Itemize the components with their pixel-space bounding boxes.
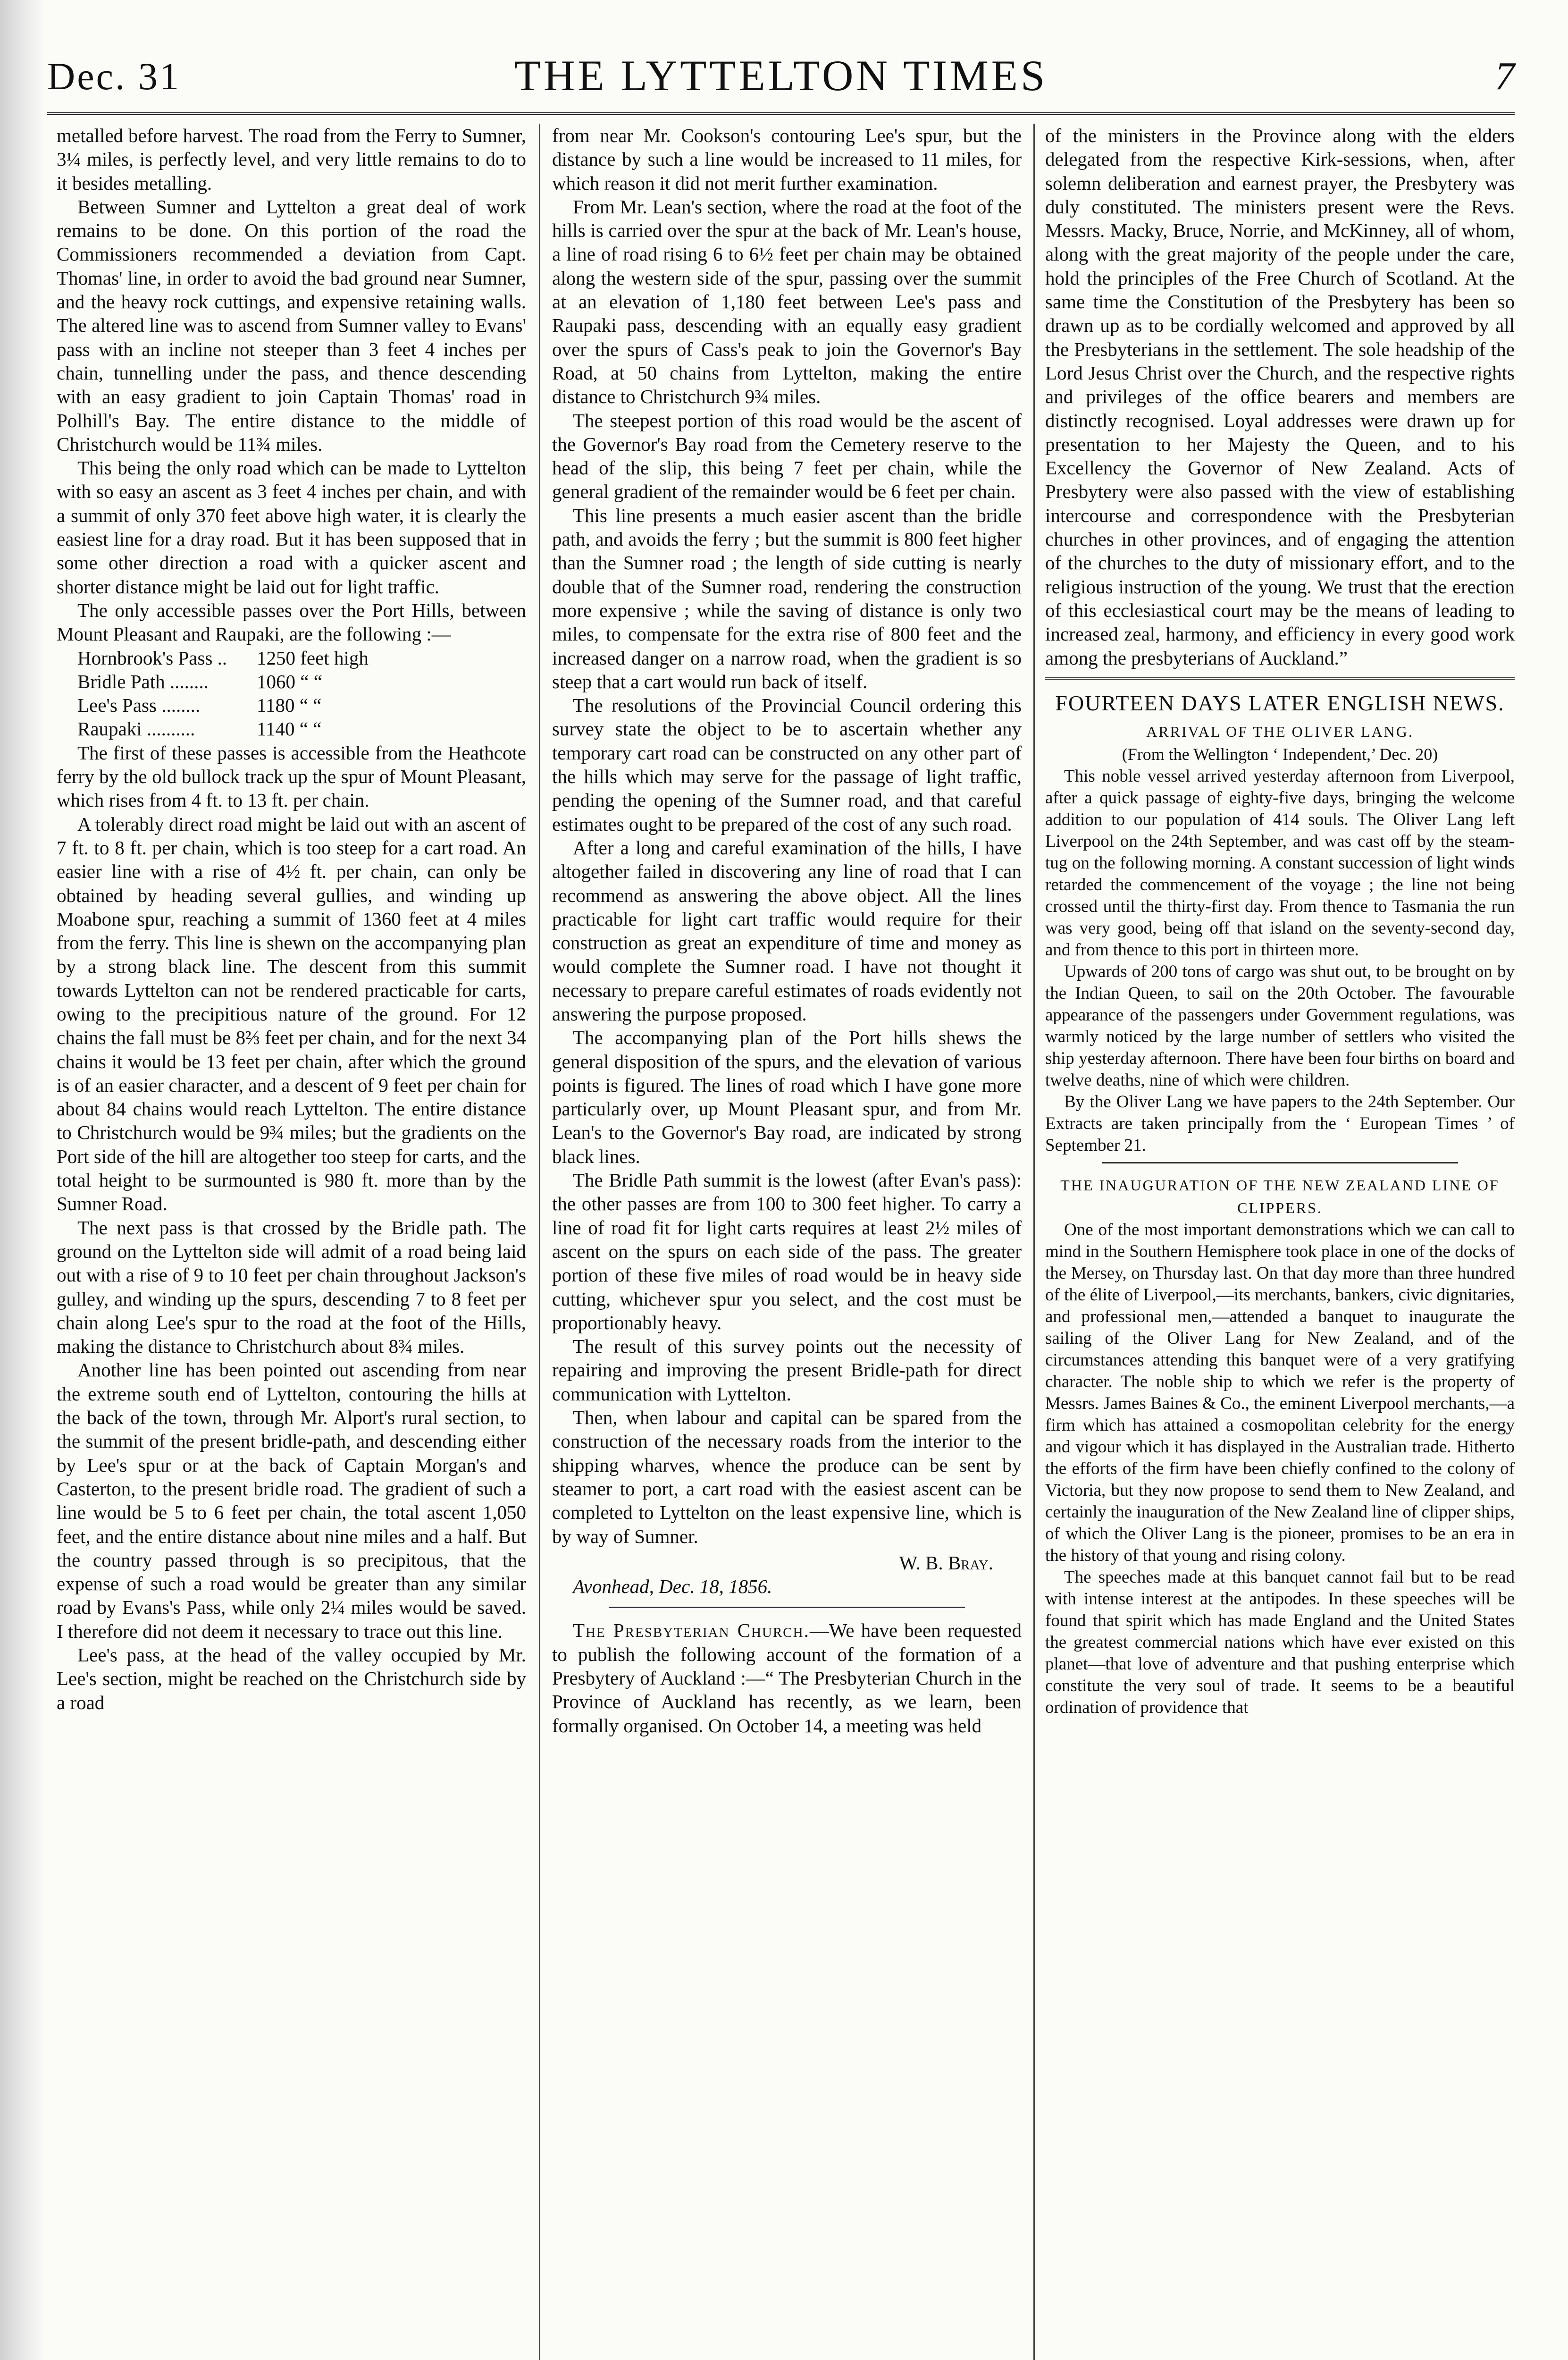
pass-height: 1180 “ “	[257, 694, 322, 716]
paragraph: The result of this survey points out the necessity of repairing and improving the present Bridle-path for direct communication with Lyttelton.	[552, 1335, 1022, 1405]
pass-name: Lee's Pass ........	[77, 694, 201, 716]
pass-height: 1250 feet high	[257, 647, 369, 669]
news-body	[1045, 766, 1515, 1156]
news-source: (From the Wellington ‘ Independent,’ Dec. 20)	[1122, 744, 1438, 764]
paragraph: Between Sumner and Lyttelton a great deal of work remains to be done. On this portion of the road the Commissioners recommended a deviation from Capt. Thomas' line, in order to avoid the bad ground near Sumner, and the heavy rock cuttings, and expensive retaining walls. The altered line was to ascend from Sumner valley to Evans' pass with an incline not steeper than 3 feet 4 inches per chain, tunnelling under the pass, and thence descending with an easy gradient to join Captain Thomas' road in Polhill's Bay. The entire distance to the middle of Christchurch would be 11¾ miles.	[57, 195, 526, 455]
paragraph: A tolerably direct road might be laid out with an ascent of 7 ft. to 8 ft. per chain, which is too steep for a cart road. An easier line with a rise of 4½ ft. per chain, can only be obtained by heading several gullies, and winding up Moabone spur, reaching a summit of 1360 feet at 4 miles from the ferry. This line is shewn on the accompanying plan by a strong black line. The descent from this summit towards Lyttelton can not be rendered practicable for carts, owing to the precipitious nature of the ground. For 12 chains the fall must be 8⅔ feet per chain, and for the next 34 chains it would be 13 feet per chain, after which the ground is of an easier character, and a descent of 9 feet per chain for about 84 chains would reach Lyttelton. The entire distance to Christchurch would be 9¾ miles; but the gradients on the Port side of the hill are altogether too steep for carts, and the total height to be surmounted is 980 ft. more than by the Sumner Road.	[57, 813, 526, 1215]
table-row	[77, 646, 526, 670]
paragraph	[552, 1618, 1022, 1737]
article-separator	[1102, 1162, 1458, 1163]
pass-name: Bridle Path ........	[77, 670, 209, 692]
paragraph: The speeches made at this banquet cannot fail but to be read with intense interest at the antipodes. In these speeches will be found that spirit which has made England and the United States the greatest commercial nations which have ever existed on this planet—that love of adventure and that pushing enterprise which constitute the very soul of trade. It seems to be a beautiful ordination of providence that	[1045, 1567, 1515, 1717]
article-text: —We have been requested to publish the following account of the formation of a Presbytery of Auckland :—“ The Presbyterian Church in the Province of Auckland has recently, as we learn, been formally organised. On October 14, a meeting was held	[552, 1619, 1022, 1736]
paragraph: After a long and careful examination of the hills, I have altogether failed in discovering any line of road that I can recommend as answering the above object. All the lines practicable for light cart traffic would require for their construction as great an expenditure of time and money as would complete the Sumner road. I have not thought it necessary to prepare careful estimates of roads evidently not answering the purpose proposed.	[552, 836, 1022, 1025]
pass-name: Hornbrook's Pass ..	[77, 647, 227, 669]
pass-name: Raupaki ..........	[77, 718, 195, 740]
table-row	[77, 693, 526, 717]
paragraph: The steepest portion of this road would be the ascent of the Governor's Bay road from the Cemetery reserve to the head of the slip, this being 7 feet per chain, while the general gradient of the remainder would be 6 feet per chain.	[552, 409, 1022, 503]
table-row	[77, 670, 526, 693]
paragraph: From Mr. Lean's section, where the road at the foot of the hills is carried over the spur at the back of Mr. Lean's house, a line of road rising 6 to 6½ feet per chain may be obtained along the western side of the spur, passing over the summit at an elevation of 1,180 feet between Lee's pass and Raupaki pass, descending with an equally easy gradient over the spurs of Cass's peak to join the Governor's Bay Road, at 50 chains from Lyttelton, making the entire distance to Christchurch 9¾ miles.	[552, 195, 1022, 408]
passes-table	[77, 646, 526, 741]
column-divider	[539, 124, 540, 2360]
column-2	[552, 124, 1022, 2360]
news-subheading: ARRIVAL OF THE OLIVER LANG.	[1146, 723, 1414, 740]
paragraph: from near Mr. Cookson's contouring Lee's spur, but the distance by such a line would be increased to 11 miles, for which reason it did not merit further examination.	[552, 125, 1022, 194]
paragraph: The accompanying plan of the Port hills shews the general disposition of the spurs, and the elevation of various points is figured. The lines of road which I have gone more particularly over, up Mount Pleasant spur, and from Mr. Lean's to the Governor's Bay road, are indicated by strong black lines.	[552, 1027, 1022, 1167]
paragraph: of the ministers in the Province along with the elders delegated from the respective Kirk-sessions, when, after solemn deliberation and earnest prayer, the Presbytery was duly constituted. The ministers present were the Revs. Messrs. Macky, Bruce, Norrie, and McKinney, all of whom, along with the great majority of the people under the care, hold the principles of the Free Church of Scotland. At the same time the Constitution of the Presbytery has been so drawn up as to be cordially welcomed and approved by all the Presbyterians in the settlement. The sole headship of the Lord Jesus Christ over the Church, and the respective rights and privileges of the office bearers and members are distinctly recognised. Loyal addresses were drawn up for presentation to her Majesty the Queen, and to his Excellency the Governor of New Zealand. Acts of Presbytery were also passed with the view of establishing intercourse and correspondence with the Presbyterian churches in other provinces, and of engaging the attention of the churches to the duty of missionary effort, and to the religious instruction of the young. We trust that the erection of this ecclesiastical court may be the means of leading to increased zeal, harmony, and efficiency in every good work among the presbyterians of Auckland.”	[1045, 125, 1515, 669]
pass-height: 1140 “ “	[257, 718, 322, 740]
article-separator	[1045, 677, 1515, 680]
paragraph: Upwards of 200 tons of cargo was shut out, to be brought on by the Indian Queen, to sail on the 20th October. The favourable appearance of the passengers under Government regulations, was warmly noticed by the large number of settlers who visited the ship yesterday afternoon. There have been four births on board and twelve deaths, nine of which were children.	[1045, 961, 1515, 1090]
paragraph: This being the only road which can be made to Lyttelton with so easy an ascent as 3 feet 4 inches per chain, and with a summit of only 370 feet above high water, it is clearly the easiest line for a dray road. But it has been supposed that in some other direction a road with a quicker ascent and shorter distance might be laid out for light traffic.	[57, 457, 526, 598]
newspaper-title: THE LYTTELTON TIMES	[514, 51, 1048, 100]
author-signature: W. B. Bray.	[899, 1551, 993, 1574]
paragraph: By the Oliver Lang we have papers to the 24th September. Our Extracts are taken principally from the ‘ European Times ’ of September 21.	[1045, 1092, 1515, 1155]
paragraph: The Bridle Path summit is the lowest (after Evan's pass): the other passes are from 100 to 300 feet higher. To carry a line of road fit for light carts requires at least 2½ miles of ascent on the spurs on each side of the pass. The greater portion of these five miles of road would be in heavy side cutting, whichever spur you select, and the cost must be proportionably heavy.	[552, 1169, 1022, 1333]
inauguration-heading: THE INAUGURATION OF THE NEW ZEALAND LINE OF CLIPPERS.	[1060, 1176, 1500, 1216]
column-divider	[1033, 124, 1035, 2360]
news-heading: FOURTEEN DAYS LATER ENGLISH NEWS.	[1055, 691, 1505, 715]
paragraph: The next pass is that crossed by the Bridle path. The ground on the Lyttelton side will admit of a road being laid out with a rise of 9 to 10 feet per chain throughout Jackson's gulley, and winding up the spurs, descending 7 to 8 feet per chain along Lee's spur to the road at the foot of the Hills, making the distance to Christchurch about 8¾ miles.	[57, 1216, 526, 1357]
paragraph: This noble vessel arrived yesterday afternoon from Liverpool, after a quick passage of eighty-five days, bringing the welcome addition to our population of 414 souls. The Oliver Lang left Liverpool on the 24th September, and was cast off by the steam-tug on the following morning. A constant succession of light winds retarded the commencement of the voyage ; the line not being crossed until the thirty-first day. From thence to Tasmania the run was very good, being off that island on the seventy-second day, and from thence to this port in thirteen more.	[1045, 766, 1515, 960]
column-3	[1045, 124, 1515, 2360]
issue-date: Dec. 31	[47, 55, 181, 98]
pass-height: 1060 “ “	[257, 670, 322, 692]
paragraph: metalled before harvest. The road from the Ferry to Sumner, 3¼ miles, is perfectly level, and very little remains to do to it besides metalling.	[57, 125, 526, 194]
article-separator	[609, 1607, 965, 1608]
paragraph: One of the most important demonstrations which we can call to mind in the Southern Hemisphere took place in one of the docks of the Mersey, on Thursday last. On that day more than three hundred of the élite of Liverpool,—its merchants, bankers, civic dignitaries, and professional men,—attended a banquet to inaugurate the sailing of the Oliver Lang for New Zealand, and of the circumstances attending this banquet were of a very gratifying character. The noble ship to which we refer is the property of Messrs. James Baines & Co., the eminent Liverpool merchants,—a firm which has attained a cosmopolitan celebrity for the energy and vigour which it has displayed in the Australian trade. Hitherto the efforts of the firm have been chiefly confined to the colony of Victoria, but they now propose to send them to New Zealand, and certainly the inauguration of the New Zealand line of clipper ships, of which the Oliver Lang is the pioneer, promises to be an era in the history of that young and rising colony.	[1045, 1220, 1515, 1565]
inauguration-body	[1045, 1219, 1515, 1719]
paragraph: Then, when labour and capital can be spared from the construction of the necessary roads from the interior to the shipping wharves, whence the produce can be sent by steamer to port, a cart road with the easiest ascent can be completed to Lyttelton on the least expensive line, which is by way of Sumner.	[552, 1407, 1022, 1547]
paragraph: The first of these passes is accessible from the Heathcote ferry by the old bullock track up the spur of Mount Pleasant, which rises from 4 ft. to 13 ft. per chain.	[57, 742, 526, 811]
paragraph: This line presents a much easier ascent than the bridle path, and avoids the ferry ; but the summit is 800 feet higher than the Sumner road ; the length of side cutting is nearly double that of the Sumner road, rendering the construction more expensive ; while the saving of distance is only two miles, to compensate for the extra rise of 800 feet and the increased danger on a narrow road, when the gradient is so steep that a cart would run back of itself.	[552, 504, 1022, 692]
paragraph: Lee's pass, at the head of the valley occupied by Mr. Lee's section, might be reached on the Christchurch side by a road	[57, 1644, 526, 1713]
paragraph: The only accessible passes over the Port Hills, between Mount Pleasant and Raupaki, are the following :—	[57, 599, 526, 645]
dateline: Avonhead, Dec. 18, 1856.	[573, 1576, 772, 1598]
masthead-rule	[47, 112, 1515, 115]
article-heading: The Presbyterian Church.	[573, 1619, 810, 1642]
table-row	[77, 717, 526, 741]
page-number: 7	[1495, 54, 1515, 98]
column-1	[57, 124, 526, 2360]
paragraph: The resolutions of the Provincial Council ordering this survey state the object to be to ascertain whether any temporary cart road can be constructed on any other part of the hills which may serve for the passage of light traffic, pending the opening of the Sumner road, and that careful estimates ought to be prepared of the cost of any such road.	[552, 694, 1022, 835]
masthead	[47, 45, 1515, 111]
paragraph: Another line has been pointed out ascending from near the extreme south end of Lyttelton, contouring the hills at the back of the town, through Mr. Alport's rural section, to the summit of the present bridle-path, and descending either by Lee's spur or at the back of Captain Morgan's and Casterton, to the present bridle road. The gradient of such a line would be 5 to 6 feet per chain, the total ascent 1,050 feet, and the entire distance about nine miles and a half. But the country passed through is so precipitous, that the expense of such a road would be greater than any similar road by Evans's Pass, while only 2¼ miles would be saved. I therefore did not deem it necessary to trace out this line.	[57, 1359, 526, 1642]
scan-edge-shadow	[0, 0, 45, 2360]
